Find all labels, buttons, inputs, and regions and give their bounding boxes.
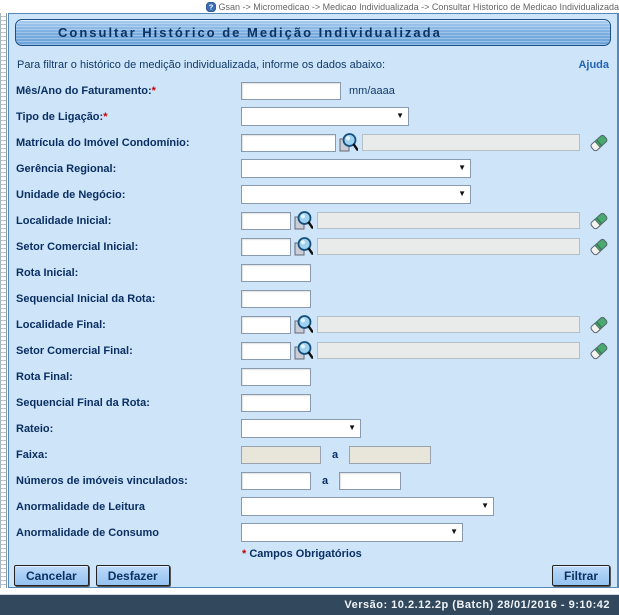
matricula-imovel-input[interactable] xyxy=(241,134,336,152)
localidade-inicial-input[interactable] xyxy=(241,212,291,230)
range-separator: a xyxy=(322,474,329,487)
anormalidade-consumo-select[interactable] xyxy=(241,523,463,542)
form-row-rota-final xyxy=(16,366,610,387)
localidade-final-input[interactable] xyxy=(241,316,291,334)
form-row-tipo-ligacao xyxy=(16,106,610,127)
search-icon[interactable] xyxy=(293,314,313,335)
anormalidade-consumo-label: Anormalidade de Consumo xyxy=(16,526,160,539)
setor-comercial-final-label: Setor Comercial Final: xyxy=(16,344,133,357)
form-row-imoveis-vinculados xyxy=(16,470,610,491)
unidade-negocio-label: Unidade de Negócio: xyxy=(16,188,126,201)
dropdown-arrow-icon xyxy=(458,163,466,172)
rota-final-input[interactable] xyxy=(241,368,311,386)
form-row-anormalidade-consumo xyxy=(16,522,610,543)
page-title-text: Consultar Histórico de Medição Individualizada xyxy=(58,25,442,40)
footer-bar xyxy=(0,594,619,615)
form-row-localidade-inicial xyxy=(16,210,610,231)
form-row-sequencial-final xyxy=(16,392,610,413)
search-icon[interactable] xyxy=(293,210,313,231)
form-row-anormalidade-leitura xyxy=(16,496,610,517)
button-row xyxy=(14,565,610,586)
help-icon[interactable] xyxy=(206,2,216,12)
setor-comercial-inicial-label: Setor Comercial Inicial: xyxy=(16,240,139,253)
sequencial-inicial-rota-label: Sequencial Inicial da Rota: xyxy=(16,292,156,305)
date-format-hint: mm/aaaa xyxy=(349,84,395,97)
rota-final-label: Rota Final: xyxy=(16,370,73,383)
faixa-label: Faixa: xyxy=(16,448,48,461)
breadcrumb-text: Gsan -> Micromedicao -> Medicao Individualizada -> Consultar Historico de Medicao Individualizada xyxy=(218,1,619,12)
localidade-inicial-label: Localidade Inicial: xyxy=(16,214,112,227)
required-marker: * xyxy=(242,548,247,560)
search-icon[interactable] xyxy=(293,236,313,257)
anormalidade-leitura-label: Anormalidade de Leitura xyxy=(16,500,145,513)
matricula-imovel-display xyxy=(362,134,580,151)
matricula-imovel-label: Matrícula do Imóvel Condomínio: xyxy=(16,136,190,149)
page-title xyxy=(15,19,611,46)
breadcrumb xyxy=(0,0,619,13)
anormalidade-leitura-select[interactable] xyxy=(241,497,494,516)
filter-button[interactable]: Filtrar xyxy=(552,565,610,586)
sequencial-final-rota-label: Sequencial Final da Rota: xyxy=(16,396,150,409)
rateio-label: Rateio: xyxy=(16,422,54,435)
setor-comercial-inicial-input[interactable] xyxy=(241,238,291,256)
sequencial-final-rota-input[interactable] xyxy=(241,394,311,412)
form-row-localidade-final xyxy=(16,314,610,335)
eraser-icon[interactable] xyxy=(590,315,608,335)
gerencia-regional-select[interactable] xyxy=(241,159,471,178)
form-row-gerencia xyxy=(16,158,610,179)
localidade-final-display xyxy=(317,316,580,333)
form-row-rota-inicial xyxy=(16,262,610,283)
undo-button[interactable]: Desfazer xyxy=(96,565,170,586)
unidade-negocio-select[interactable] xyxy=(241,185,471,204)
help-link[interactable]: Ajuda xyxy=(578,59,609,71)
left-border-decoration xyxy=(0,13,7,588)
form-row-rateio xyxy=(16,418,610,439)
search-icon[interactable] xyxy=(293,340,313,361)
required-marker: * xyxy=(103,110,108,123)
cancel-button[interactable]: Cancelar xyxy=(14,565,89,586)
dropdown-arrow-icon xyxy=(396,111,404,120)
range-separator: a xyxy=(332,448,339,461)
form-row-mes-ano xyxy=(16,80,610,101)
required-marker: * xyxy=(151,84,156,97)
faixa-inicial-input xyxy=(241,446,321,464)
dropdown-arrow-icon xyxy=(450,527,458,536)
filter-form xyxy=(16,80,610,543)
dropdown-arrow-icon xyxy=(348,423,356,432)
gerencia-regional-label: Gerência Regional: xyxy=(16,162,117,175)
tipo-ligacao-select[interactable] xyxy=(241,107,409,126)
mes-ano-faturamento-label: Mês/Ano do Faturamento:* xyxy=(16,84,156,97)
mes-ano-faturamento-input[interactable] xyxy=(241,82,341,100)
eraser-icon[interactable] xyxy=(590,211,608,231)
search-icon[interactable] xyxy=(338,132,358,153)
eraser-icon[interactable] xyxy=(590,341,608,361)
setor-comercial-inicial-display xyxy=(317,238,580,255)
eraser-icon[interactable] xyxy=(590,133,608,153)
form-row-setor-inicial xyxy=(16,236,610,257)
localidade-final-label: Localidade Final: xyxy=(16,318,106,331)
form-row-setor-final xyxy=(16,340,610,361)
localidade-inicial-display xyxy=(317,212,580,229)
form-row-matricula xyxy=(16,132,610,153)
intro-text: Para filtrar o histórico de medição individualizada, informe os dados abaixo: xyxy=(17,59,386,71)
setor-comercial-final-display xyxy=(317,342,580,359)
dropdown-arrow-icon xyxy=(481,501,489,510)
required-fields-note: * Campos Obrigatórios xyxy=(242,548,362,560)
rateio-select[interactable] xyxy=(241,419,361,438)
imoveis-vinculados-inicial-input[interactable] xyxy=(241,472,311,490)
eraser-icon[interactable] xyxy=(590,237,608,257)
tipo-ligacao-label: Tipo de Ligação:* xyxy=(16,110,108,123)
rota-inicial-input[interactable] xyxy=(241,264,311,282)
imoveis-vinculados-final-input[interactable] xyxy=(339,472,401,490)
setor-comercial-final-input[interactable] xyxy=(241,342,291,360)
form-row-unidade xyxy=(16,184,610,205)
content-panel xyxy=(8,13,619,588)
rota-inicial-label: Rota Inicial: xyxy=(16,266,79,279)
faixa-final-input xyxy=(349,446,431,464)
dropdown-arrow-icon xyxy=(458,189,466,198)
imoveis-vinculados-label: Números de imóveis vinculados: xyxy=(16,474,188,487)
version-text: Versão: 10.2.12.2p (Batch) 28/01/2016 - 9:10:42 xyxy=(344,599,610,611)
form-row-sequencial-inicial xyxy=(16,288,610,309)
form-row-faixa xyxy=(16,444,610,465)
sequencial-inicial-rota-input[interactable] xyxy=(241,290,311,308)
